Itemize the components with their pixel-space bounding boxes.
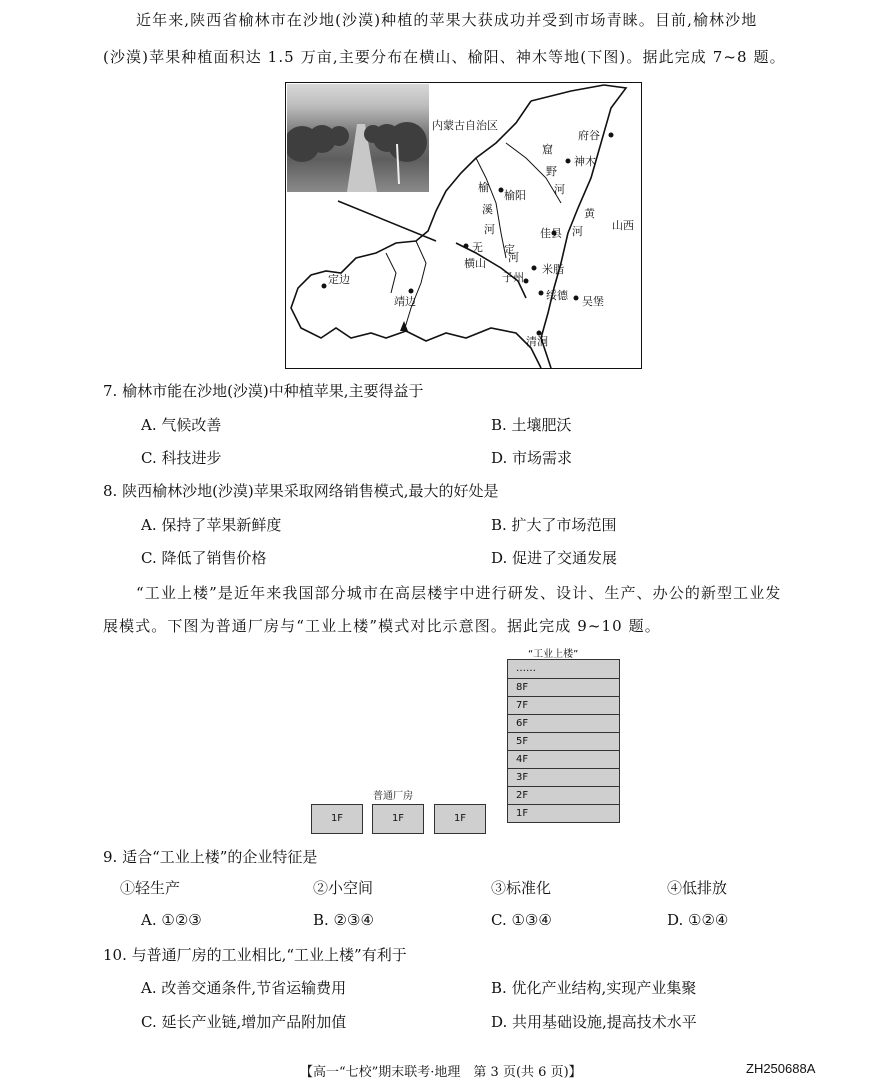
q7-option-c[interactable]: C. 科技进步: [141, 449, 222, 467]
factory-title: 普通厂房: [373, 791, 413, 802]
q9-item: ②小空间: [313, 879, 374, 897]
map-label: 溪: [482, 203, 493, 216]
map-label: 吴堡: [582, 295, 604, 308]
q8-option-c[interactable]: C. 降低了销售价格: [141, 549, 267, 567]
q7-option-d[interactable]: D. 市场需求: [491, 449, 573, 467]
floor: 3F: [508, 768, 619, 786]
map-label: 子州: [502, 271, 524, 284]
map-label: 靖边: [394, 295, 416, 308]
map-label: 窟: [542, 143, 553, 156]
map-label: 神木: [574, 155, 596, 168]
map-label: 榆: [478, 181, 489, 194]
q8-stem: 8. 陕西榆林沙地(沙漠)苹果采取网络销售模式,最大的好处是: [103, 482, 499, 500]
q10-option-b[interactable]: B. 优化产业结构,实现产业集聚: [491, 979, 697, 997]
map-label: 内蒙古自治区: [432, 119, 498, 132]
map-label: 黄: [584, 207, 595, 220]
map-label: 绥德: [546, 289, 568, 302]
floor: ……: [508, 660, 619, 678]
intro-line-2: (沙漠)苹果种植面积达 1.5 万亩,主要分布在横山、榆阳、神木等地(下图)。据此完成 7~8 题。: [103, 48, 786, 66]
q7-stem: 7. 榆林市能在沙地(沙漠)中种植苹果,主要得益于: [103, 382, 424, 400]
q9-item: ③标准化: [491, 879, 552, 897]
paper-code: ZH250688A: [746, 1061, 816, 1076]
q9-option-c[interactable]: C. ①③④: [491, 911, 552, 929]
factory-block: 1F: [372, 804, 424, 834]
q7-option-a[interactable]: A. 气候改善: [141, 416, 222, 434]
q9-item: ①轻生产: [120, 879, 181, 897]
q10-option-c[interactable]: C. 延长产业链,增加产品附加值: [141, 1013, 347, 1031]
map-label: 府谷: [578, 129, 600, 142]
q8-option-a[interactable]: A. 保持了苹果新鲜度: [141, 516, 282, 534]
map-label: 清涧: [526, 335, 548, 348]
intro-line-1: 近年来,陕西省榆林市在沙地(沙漠)种植的苹果大获成功并受到市场青睐。目前,榆林沙地: [136, 11, 758, 29]
q9-option-a[interactable]: A. ①②③: [141, 911, 202, 929]
page-footer: 【高一“七校”期末联考·地理 第 3 页(共 6 页)】: [300, 1065, 582, 1080]
q9-item: ④低排放: [667, 879, 728, 897]
q10-stem: 10. 与普通厂房的工业相比,“工业上楼”有利于: [103, 946, 407, 964]
floor: 1F: [508, 804, 619, 822]
yulin-map: [285, 82, 642, 369]
q10-option-d[interactable]: D. 共用基础设施,提高技术水平: [491, 1013, 697, 1031]
intro2-line-2: 展模式。下图为普通厂房与“工业上楼”模式对比示意图。据此完成 9~10 题。: [103, 617, 661, 635]
map-label: 河: [554, 183, 565, 196]
map-label: 佳县: [540, 227, 562, 240]
q10-option-a[interactable]: A. 改善交通条件,节省运输费用: [141, 979, 347, 997]
map-label: 无: [472, 241, 483, 254]
map-label: 山西: [612, 219, 634, 232]
q9-option-b[interactable]: B. ②③④: [313, 911, 374, 929]
map-label: 河: [572, 225, 583, 238]
map-label: 米脂: [542, 263, 564, 276]
q9-option-d[interactable]: D. ①②④: [667, 911, 729, 929]
map-label: 定: [504, 243, 515, 256]
q7-option-b[interactable]: B. 土壤肥沃: [491, 416, 572, 434]
floor: 2F: [508, 786, 619, 804]
intro2-line-1: “工业上楼”是近年来我国部分城市在高层楼宇中进行研发、设计、生产、办公的新型工业发: [136, 584, 782, 602]
q8-option-b[interactable]: B. 扩大了市场范围: [491, 516, 617, 534]
q8-option-d[interactable]: D. 促进了交通发展: [491, 549, 618, 567]
building-title: “工业上楼”: [528, 649, 579, 660]
map-label: 横山: [464, 257, 486, 270]
map-label: 河: [508, 251, 519, 264]
floor: 8F: [508, 678, 619, 696]
q9-stem: 9. 适合“工业上楼”的企业特征是: [103, 848, 318, 866]
map-label: 河: [484, 223, 495, 236]
map-label: 定边: [328, 273, 350, 286]
factory-block: 1F: [311, 804, 363, 834]
map-label: 野: [546, 165, 557, 178]
factory-block: 1F: [434, 804, 486, 834]
floor: 5F: [508, 732, 619, 750]
map-label: 榆阳: [504, 189, 526, 202]
floor: 4F: [508, 750, 619, 768]
industrial-building: [507, 659, 620, 823]
floor: 7F: [508, 696, 619, 714]
floor: 6F: [508, 714, 619, 732]
